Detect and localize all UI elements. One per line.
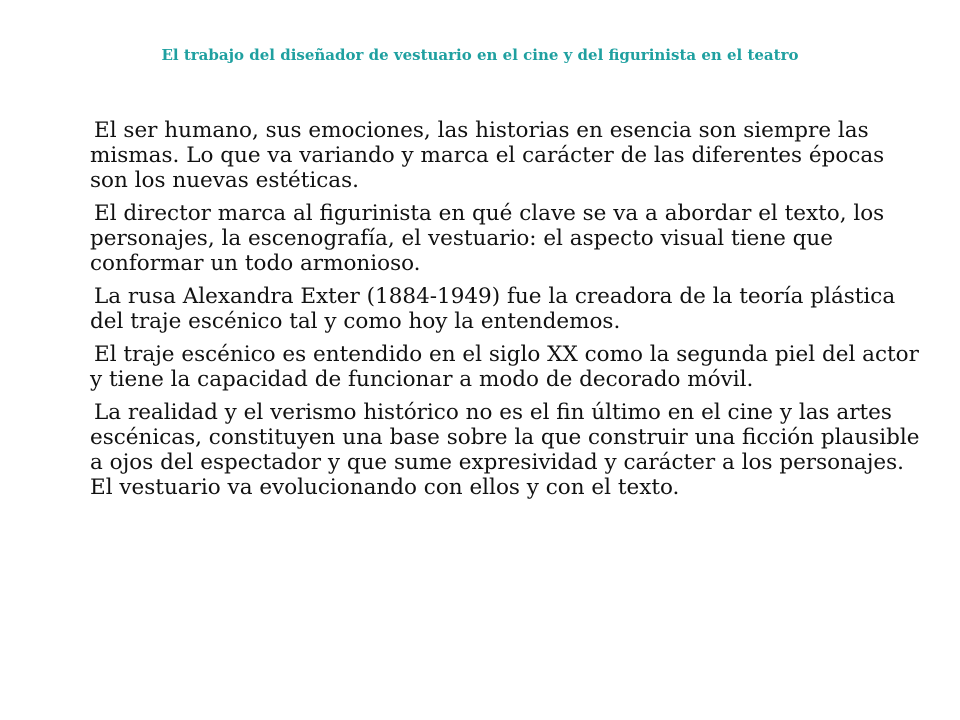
paragraph-4: El traje escénico es entendido en el siglo XX como la segunda piel del actor y tiene la capacidad de funcionar a modo de decorado móvil. (90, 342, 919, 392)
paragraph-3: La rusa Alexandra Exter (1884-1949) fue la creadora de la teoría plástica del traje escénico tal y como hoy la entendemos. (90, 284, 896, 334)
paragraph-5: La realidad y el verismo histórico no es el fin último en el cine y las artes escénicas, constituyen una base sobre la que construir una ficción plausible a ojos del espectador y que sume expresividad y carácter a los personajes. El vestuario va evolucionando con ellos y con el texto. (90, 400, 920, 500)
slide-body (90, 118, 925, 508)
slide-title: El trabajo del diseñador de vestuario en el cine y del figurinista en el teatro (161, 46, 799, 64)
paragraph-2: El director marca al figurinista en qué clave se va a abordar el texto, los personajes, la escenografía, el vestuario: el aspecto visual tiene que conformar un todo armonioso. (90, 201, 885, 276)
paragraph-1: El ser humano, sus emociones, las historias en esencia son siempre las mismas. Lo que va variando y marca el carácter de las diferentes épocas son los nuevas estéticas. (90, 118, 885, 193)
